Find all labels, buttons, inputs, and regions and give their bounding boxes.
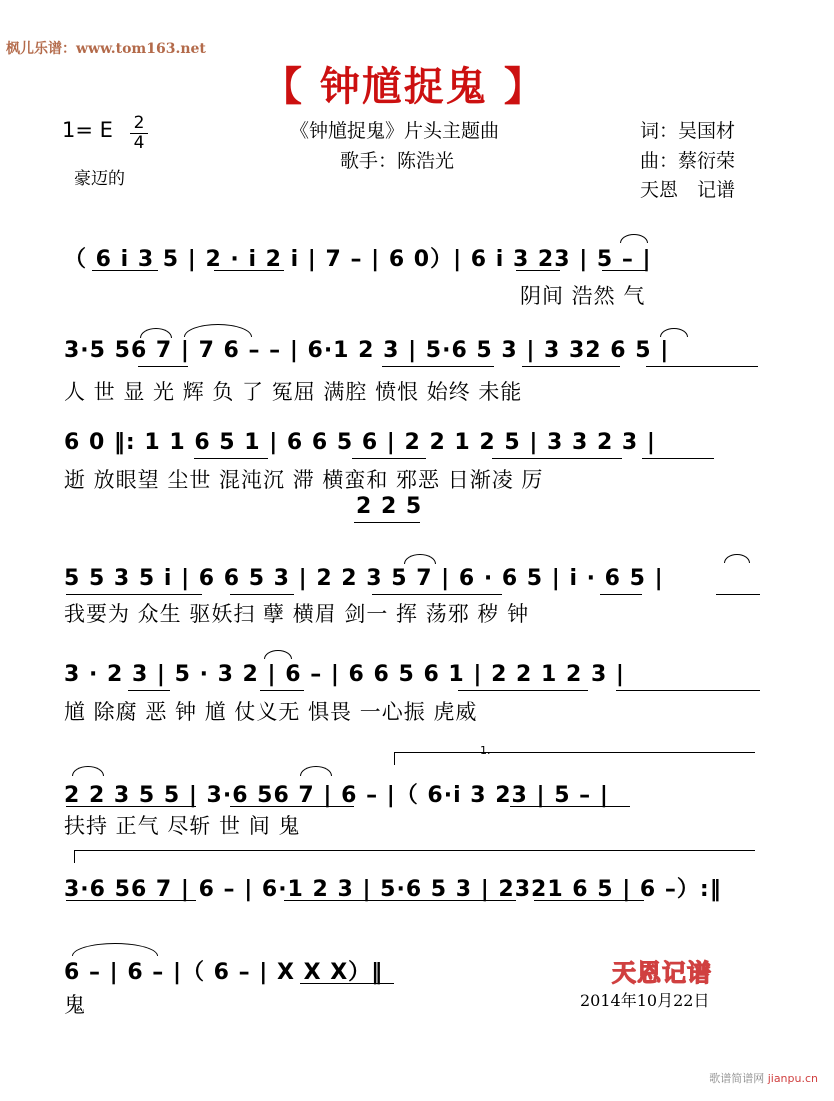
lyrics-line: 阴间 浩然 气 [520, 284, 646, 308]
notes-line: 6 0 ‖: 1 1 6 5 1 | 6 6 5 6 | 2 2 1 2 5 | 3 3 2 3 | [64, 430, 656, 455]
beam [602, 270, 646, 271]
beam [214, 270, 284, 271]
beam [352, 458, 426, 459]
transcriber-credit: 天恩 记谱 [640, 179, 736, 201]
score-row-2 [64, 332, 770, 402]
beam [372, 594, 502, 595]
composer-credit: 曲：蔡衍荣 [640, 150, 736, 172]
lyrics-line: 逝 放眼望 尘世 混沌沉 滞 横蛮和 邪恶 日渐凌 厉 [64, 468, 544, 492]
beam [92, 270, 158, 271]
beam [194, 458, 268, 459]
slur [264, 650, 292, 659]
footer-site-url: jianpu.cn [767, 1072, 818, 1085]
page-title: 【 钟馗捉鬼 】 [262, 64, 546, 110]
beam [300, 983, 394, 984]
slur [300, 766, 332, 776]
beam [458, 690, 588, 691]
score-row-3 [64, 424, 770, 532]
beam [230, 806, 354, 807]
footer-watermark [709, 1070, 818, 1086]
beam [492, 458, 622, 459]
beam [510, 806, 630, 807]
notes-line: 5 5 3 5 i | 6 6 5 3 | 2 2 3 5 7 | 6 · 6 5 | i · 6 5 | [64, 566, 664, 591]
beam [616, 690, 760, 691]
beam [230, 594, 294, 595]
beam [534, 900, 644, 901]
notes-line: （ 6 i 3 5 | 2 · i 2 i | 7 – | 6 0）| 6 i 3 23 | 5 – | [64, 247, 652, 272]
volta-label: 1. [480, 744, 491, 757]
notes-line: 3·5 56 7 | 7 6 – – | 6·1 2 3 | 5·6 5 3 | 3 32 6 5 | [64, 338, 670, 363]
slur [620, 234, 648, 243]
beam [138, 366, 188, 367]
notes-line: 3·6 56 7 | 6 – | 6·1 2 3 | 5·6 5 3 | 2321 6 5 | 6 –）:‖ [64, 877, 722, 902]
notes-line: 3 · 2 3 | 5 · 3 2 | 6 – | 6 6 5 6 1 | 2 2 1 2 3 | [64, 662, 625, 687]
slur [140, 328, 172, 338]
beam [66, 806, 196, 807]
time-signature-top: 2 [133, 113, 145, 133]
beam [516, 270, 560, 271]
tie [184, 324, 252, 337]
beam [354, 522, 420, 523]
notes-line: 6 – | 6 – |（ 6 – | X X X）‖ [64, 960, 384, 985]
lyrics-line: 我要为 众生 驱妖扫 孽 横眉 剑一 挥 荡邪 秽 钟 [64, 602, 530, 626]
beam [716, 594, 760, 595]
slur [72, 766, 104, 776]
site-label: 枫儿乐谱：www.tom163.net [6, 41, 206, 57]
beam [128, 690, 170, 691]
singer-credit: 歌手：陈浩光 [340, 150, 455, 172]
beam [646, 366, 758, 367]
date-label: 2014年10月22日 [580, 991, 710, 1010]
score-row-4 [64, 560, 770, 630]
lyrics-line: 扶持 正气 尽斩 世 间 鬼 [64, 814, 301, 838]
time-signature [130, 115, 148, 152]
lyricist-credit: 词：吴国材 [640, 120, 736, 142]
lyrics-line: 馗 除腐 恶 钟 馗 仗义无 惧畏 一心振 虎威 [64, 700, 478, 724]
beam [522, 366, 620, 367]
volta-bracket-1 [394, 752, 755, 765]
slur [724, 554, 750, 563]
alternate-notes: 2 2 5 [356, 494, 423, 519]
score-row-1 [64, 236, 770, 306]
transcriber-stamp: 天恩记谱 [612, 958, 712, 987]
notes-line: 2 2 3 5 5 | 3·6 56 7 | 6 – |（ 6·i 3 23 | 5 – | [64, 783, 609, 808]
volta-bracket-2 [74, 850, 755, 863]
beam [66, 594, 202, 595]
slur [660, 328, 688, 337]
beam [66, 900, 196, 901]
footer-site-name: 歌谱简谱网 [709, 1072, 765, 1085]
lyrics-line: 人 世 显 光 辉 负 了 冤屈 满腔 愤恨 始终 未能 [64, 380, 523, 404]
score-row-5 [64, 656, 770, 726]
key-signature: 1= E [62, 118, 113, 142]
beam [382, 366, 494, 367]
lyrics-line: 鬼 [64, 993, 86, 1017]
beam [284, 900, 516, 901]
song-subtitle: 《钟馗捉鬼》片头主题曲 [290, 120, 500, 142]
tempo-marking: 豪迈的 [74, 169, 125, 189]
beam [600, 594, 642, 595]
beam [260, 690, 304, 691]
score-row-6 [64, 772, 770, 842]
score-row-7 [64, 866, 770, 916]
beam [642, 458, 714, 459]
time-signature-bottom: 4 [133, 133, 145, 153]
slur [404, 554, 436, 564]
